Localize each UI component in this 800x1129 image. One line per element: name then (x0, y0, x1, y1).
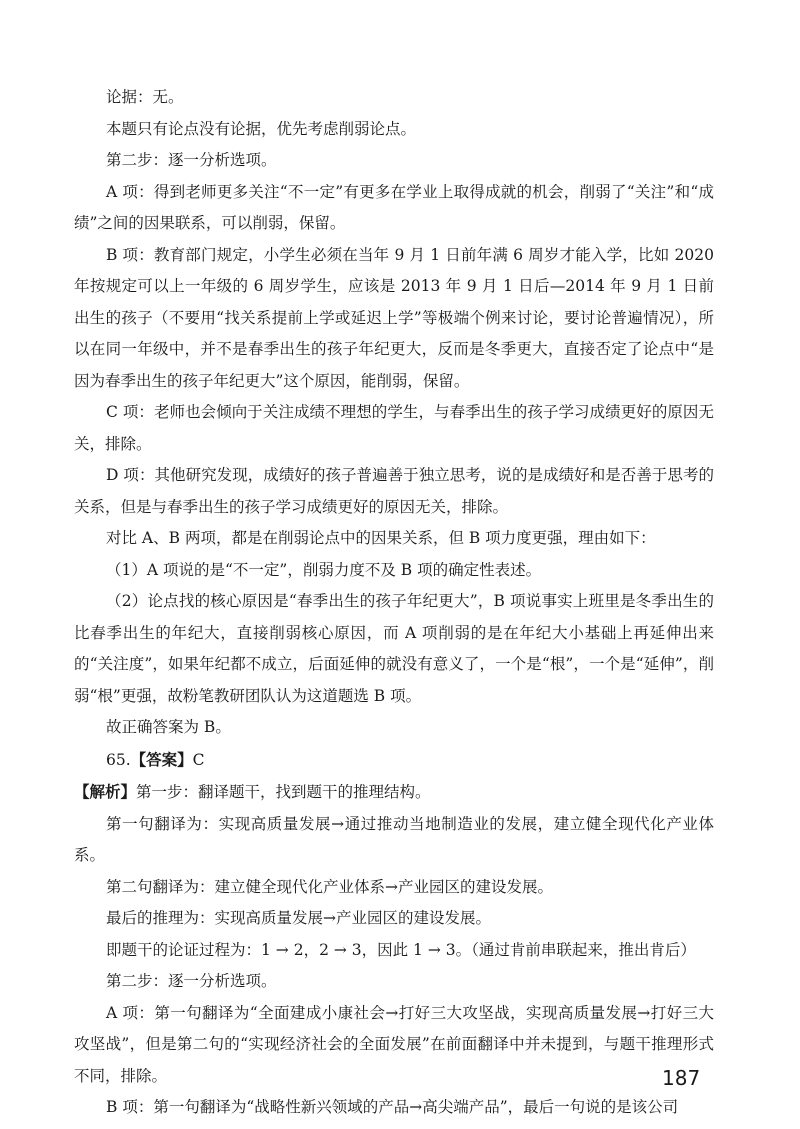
analysis-text: 第一步：翻译题干，找到题干的推理结构。 (136, 783, 431, 801)
paragraph: 最后的推理为：实现高质量发展→产业园区的建设发展。 (106, 909, 491, 927)
paragraph: 第二步：逐一分析选项。 (106, 972, 277, 990)
paragraph: 故正确答案为 B。 (106, 718, 231, 736)
paragraph: B 项：第一句翻译为“战略性新兴领域的产品→高尖端产品”，最后一句说的是该公司 (106, 1098, 679, 1116)
answer-value: C (192, 750, 205, 769)
paragraph: B 项：教育部门规定，小学生必须在当年 9 月 1 日前年满 6 周岁才能入学，比如 2020 年按规定可以上一年级的 6 周岁学生，应该是 2013 年 9 月 1 日后—2014 年 9 月 1 日前出生的孩子（不要用“找关系提前上学或延迟上学”等极端个例来讨论，要讨论普遍情况），所以在同一年级中，并不是春季出生的孩子年纪更大，反而是冬季更大，直接否定了论点中“是因为春季出生的孩子年纪更大”这个原因，能削弱，保留。 (74, 245, 714, 390)
paragraph: 论据：无。 (106, 88, 184, 106)
paragraph: 对比 A、B 两项，都是在削弱论点中的因果关系，但 B 项力度更强，理由如下： (106, 529, 656, 547)
analysis-line (74, 776, 714, 809)
paragraph: 第一句翻译为：实现高质量发展→通过推动当地制造业的发展，建立健全现代化产业体系。 (74, 814, 714, 864)
paragraph: C 项：老师也会倾向于关注成绩不理想的学生，与春季出生的孩子学习成绩更好的原因无关，排除。 (74, 403, 714, 453)
paragraph: D 项：其他研究发现，成绩好的孩子普遍善于独立思考，说的是成绩好和是否善于思考的关系，但是与春季出生的孩子学习成绩更好的原因无关，排除。 (74, 466, 714, 516)
paragraph: 第二步：逐一分析选项。 (106, 151, 277, 169)
paragraph: A 项：第一句翻译为“全面建成小康社会→打好三大攻坚战，实现高质量发展→打好三大攻坚战”，但是第二句的“实现经济社会的全面发展”在前面翻译中并未提到，与题干推理形式不同，排除。 (74, 1003, 714, 1085)
page-number: 187 (662, 1066, 701, 1090)
paragraph: 本题只有论点没有论据，优先考虑削弱论点。 (106, 119, 417, 138)
paragraph: （2）论点找的核心原因是“春季出生的孩子年纪更大”，B 项说事实上班里是冬季出生的比春季出生的年纪大，直接削弱核心原因，而 A 项削弱的是在年纪大小基础上再延伸出来的“关注度”，如果年纪都不成立，后面延伸的就没有意义了，一个是“根”，一个是“延伸”，削弱“根”更强，故粉笔教研团队认为这道题选 B 项。 (74, 592, 714, 705)
answer-line (74, 744, 714, 777)
paragraph: （1）A 项说的是“不一定”，削弱力度不及 B 项的确定性表述。 (106, 560, 542, 579)
answer-label: 【答案】 (130, 749, 193, 769)
paragraph: A 项：得到老师更多关注“不一定”有更多在学业上取得成就的机会，削弱了“关注”和“成绩”之间的因果联系，可以削弱，保留。 (74, 182, 714, 232)
paragraph: 即题干的论证过程为：1 → 2，2 → 3，因此 1 → 3。（通过肯前串联起来，推出肯后） (106, 940, 696, 959)
analysis-label: 【解析】 (74, 782, 137, 801)
paragraph: 第二句翻译为：建立健全现代化产业体系→产业园区的建设发展。 (106, 877, 553, 896)
page-content (74, 82, 714, 1124)
question-number: 65. (106, 750, 131, 769)
